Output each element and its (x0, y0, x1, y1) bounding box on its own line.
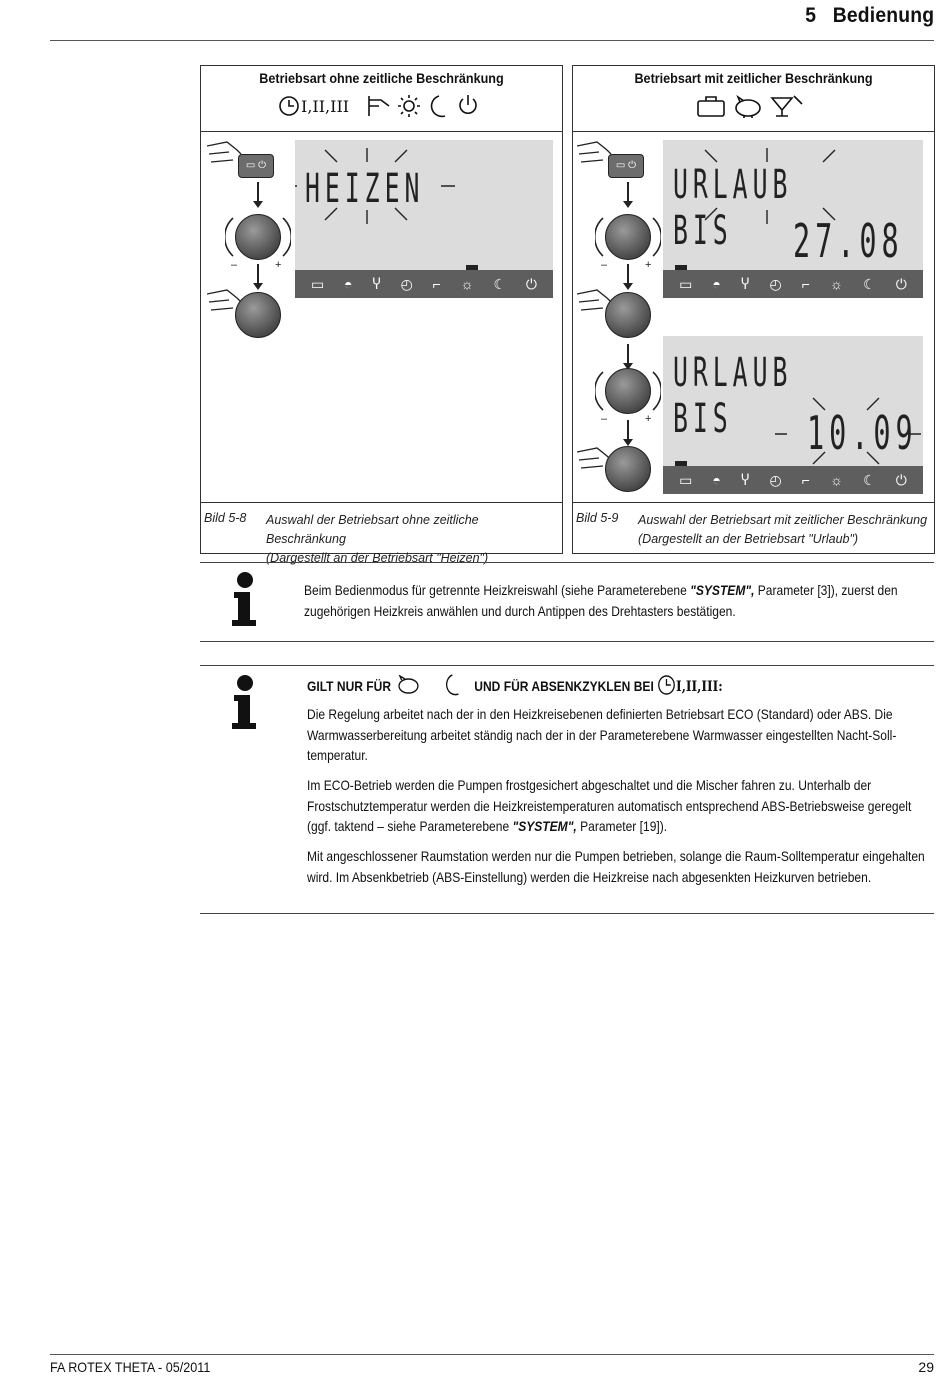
mode-button[interactable]: ▭ ⏻ (608, 154, 644, 178)
rotate-arrows-icon (595, 362, 661, 424)
lcd-date-text: 27.08 (793, 214, 904, 268)
moon-icon (442, 674, 461, 696)
lcd-icon-bar (663, 270, 923, 298)
note-2-heading (307, 674, 935, 698)
clock-icon: ◴ (769, 275, 782, 292)
flow-arrow (257, 182, 259, 202)
lcd-icon-bar (663, 466, 923, 494)
note-2-para-3: Mit angeschlossener Raumstation werden nur die Pumpen betrieben, solange die Raum-Solltemperatur eingehalten wird. Im Absenkbetrieb (ABS-Einstellung) werden die Heizkreise nach abgesenkten Heizkurven betrieben. (307, 848, 925, 885)
page-number: 29 (918, 1359, 934, 1375)
svg-text:–: – (601, 259, 608, 270)
note-divider (200, 641, 934, 642)
info-icon (226, 673, 262, 733)
suitcase-icon (698, 97, 724, 116)
moon-icon: ☾ (863, 275, 876, 292)
caption-label: Bild 5-8 (204, 511, 247, 525)
mode-icons (573, 92, 934, 120)
party-glass-icon: Ⴤ (372, 275, 381, 292)
note-2-system-ref: "SYSTEM", (512, 818, 577, 834)
flow-arrow (627, 420, 629, 440)
note-divider (200, 665, 934, 666)
note-2-para-2 (307, 775, 931, 837)
flow-arrow (627, 264, 629, 284)
clock-icon: ◴ (769, 471, 782, 488)
power-icon: ⏻ (895, 471, 907, 488)
caption-divider (573, 502, 934, 503)
tap-water-icon: ⌐ (801, 472, 810, 488)
sun-icon (398, 95, 420, 117)
tap-water-icon: ⌐ (801, 276, 810, 292)
figure-title: Betriebsart ohne zeitliche Beschränkung (259, 70, 504, 86)
suitcase-icon: ▭ (310, 275, 325, 292)
party-glass-icon: Ⴤ (741, 275, 750, 292)
caption-label: Bild 5-9 (576, 511, 619, 525)
note-1-part-a: Beim Bedienmodus für getrennte Heizkreiswahl (siehe Parameterebene (304, 582, 691, 598)
tap-water-icon (369, 96, 389, 116)
piggy-bank-icon (736, 97, 760, 118)
power-icon: ⏻ (895, 275, 907, 292)
figure-5-9 (572, 65, 935, 554)
svg-text:+: + (275, 259, 282, 270)
lcd-icon-bar (295, 270, 553, 298)
program-icons: I,II,III: (676, 679, 723, 695)
lcd-date-text: 10.09 (807, 406, 918, 460)
flow-arrow (257, 264, 259, 284)
chapter-title: Bedienung (832, 4, 934, 27)
lcd-mode-text: URLAUB BIS (673, 350, 793, 442)
figure-header (573, 66, 934, 132)
moon-icon: ☾ (863, 471, 876, 488)
sun-icon: ☼ (830, 276, 843, 292)
piggy-bank-icon: ◓ (712, 472, 721, 488)
moon-icon (431, 96, 444, 116)
note-divider (200, 913, 934, 914)
party-glass-icon (772, 96, 802, 116)
figure-5-8 (200, 65, 563, 565)
caption-line-1: Auswahl der Betriebsart ohne zeitliche Beschränkung (266, 513, 479, 546)
note-2-para-2-a: Im ECO-Betrieb werden die Pumpen frostgesichert abgeschaltet und die Mischer fahren zu. Unterhalb der Frostschutztemperatur werden die Heizkreistemperaturen automatisch entsprechend ABS-Betriebsweise geregelt (ggf. taktend – siehe Parameterebene (307, 777, 912, 834)
flow-arrow (627, 344, 629, 364)
lcd-display (295, 140, 553, 298)
footer-divider (50, 1354, 934, 1355)
piggy-bank-icon: ◓ (344, 276, 353, 292)
svg-text:–: – (601, 413, 608, 424)
note-1-part-b: Parameter [3]), zuerst den zugehörigen Heizkreis anwählen und durch Antippen des Drehtasters bestätigen. (304, 582, 898, 619)
rotate-arrows-icon (595, 208, 661, 270)
clock-icon (657, 674, 676, 696)
caption-divider (201, 502, 562, 503)
party-glass-icon: Ⴤ (741, 471, 750, 488)
suitcase-icon: ▭ (679, 471, 693, 488)
chapter-heading (805, 4, 934, 28)
piggy-bank-icon: ◓ (712, 276, 721, 292)
note-2-heading-b: UND FÜR ABSENKZYKLEN BEI (474, 678, 654, 694)
lcd-mode-text: HEIZEN (305, 166, 425, 212)
mode-icon-strip (277, 92, 487, 120)
svg-text:+: + (645, 259, 652, 270)
suitcase-icon: ▭ (679, 275, 693, 292)
sun-icon: ☼ (830, 472, 843, 488)
rotary-knob-press[interactable] (605, 292, 651, 338)
flow-arrow (627, 182, 629, 202)
piggy-bank-icon (394, 675, 422, 695)
power-icon: ⏻ (525, 275, 537, 292)
moon-icon: ☾ (493, 275, 507, 292)
note-1-text (304, 580, 932, 621)
caption-line-1: Auswahl der Betriebsart mit zeitlicher Beschränkung (638, 513, 928, 527)
figure-title: Betriebsart mit zeitlicher Beschränkung (634, 70, 873, 86)
rotary-knob-press[interactable] (235, 292, 281, 338)
svg-text:–: – (231, 259, 238, 270)
note-2-para-1: Die Regelung arbeitet nach der in den Heizkreisebenen definierten Betriebsart ECO (Standard) oder ABS. Die Warmwasserbereitung arbeitet ständig nach der in der Parameterebene Warmwasser eingestellten Nacht-Soll-temperatur. (307, 706, 897, 763)
lcd-display-1 (663, 140, 923, 298)
caption-line-2: (Dargestellt an der Betriebsart "Urlaub") (638, 532, 859, 546)
svg-text:+: + (645, 413, 652, 424)
note-divider (200, 562, 934, 563)
header-divider (50, 40, 934, 41)
lcd-display-2 (663, 336, 923, 494)
power-icon (460, 95, 476, 113)
info-icon (226, 570, 262, 630)
note-2-para-2-b: Parameter [19]). (576, 818, 668, 834)
footer-document-id: FA ROTEX THETA - 05/2011 (50, 1359, 211, 1375)
caption-line-2: (Dargestellt an der Betriebsart "Heizen") (266, 551, 489, 565)
chapter-number: 5 (805, 4, 816, 27)
mode-icon-strip (694, 92, 814, 120)
note-2-heading-a: GILT NUR FÜR (307, 678, 392, 694)
mode-button[interactable]: ▭ ⏻ (238, 154, 274, 178)
sun-icon: ☼ (460, 276, 474, 292)
rotary-knob-press[interactable] (605, 446, 651, 492)
figure-header (201, 66, 562, 132)
tap-water-icon: ⌐ (432, 276, 441, 292)
mode-icons (201, 92, 562, 120)
program-icons: I,II,III (300, 97, 349, 116)
note-1-system-ref: "SYSTEM", (690, 582, 755, 598)
clock-icon: ◴ (400, 275, 413, 292)
rotate-arrows-icon (225, 208, 291, 270)
lcd-mode-text: URLAUB BIS (673, 162, 793, 254)
